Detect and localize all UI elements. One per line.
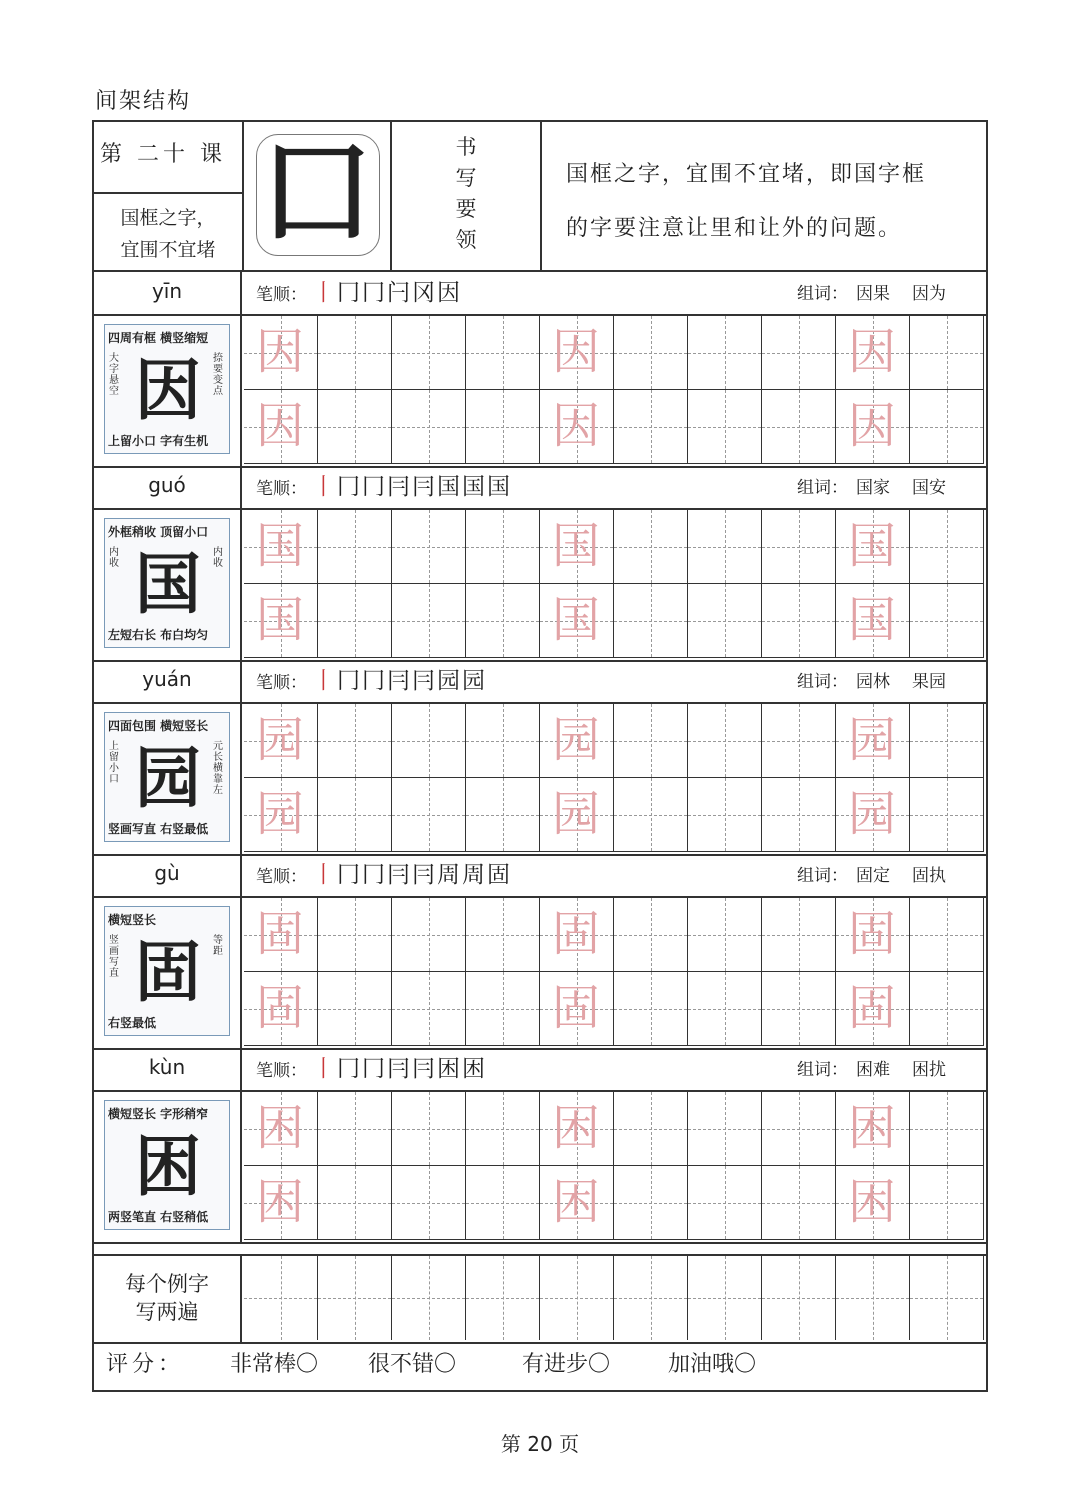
writing-cell[interactable] (762, 972, 836, 1046)
stroke-step: 冂 (362, 280, 385, 306)
writing-cell[interactable] (762, 316, 836, 390)
stroke-step: 困 (462, 1056, 485, 1082)
stroke-order-label: 笔顺： (256, 1061, 307, 1081)
trace-character: 固 (551, 980, 600, 1036)
trace-character: 园 (551, 786, 600, 842)
trace-character: 因 (847, 398, 896, 454)
writing-cell[interactable] (910, 510, 984, 584)
stroke-step: 冂 (337, 474, 360, 500)
writing-cell[interactable] (244, 1166, 318, 1240)
tip-top: 横短竖长 (108, 913, 157, 927)
trace-character: 国 (847, 592, 896, 648)
tip-top: 横短竖长 字形稍窄 (108, 1107, 209, 1121)
writing-cell[interactable] (392, 390, 466, 464)
tip-bottom: 两竖笔直 右竖稍低 (108, 1210, 209, 1224)
pinyin: kùn (94, 1048, 242, 1090)
writing-cell[interactable] (688, 584, 762, 658)
writing-cell[interactable] (540, 898, 614, 972)
writing-cell[interactable] (392, 584, 466, 658)
stroke-step: 冃 (387, 474, 410, 500)
writing-cell[interactable] (688, 1092, 762, 1166)
writing-cell[interactable] (688, 1256, 762, 1340)
writing-cell[interactable] (392, 778, 466, 852)
extra-practice-row (94, 1254, 986, 1344)
writing-cell[interactable] (614, 1166, 688, 1240)
lesson-motto (94, 196, 242, 270)
stroke-step: 冂 (362, 474, 385, 500)
requirement-char: 领 (455, 228, 477, 252)
writing-cell[interactable] (762, 390, 836, 464)
tip-left-note: 上留小口 (109, 741, 119, 785)
writing-cell[interactable] (392, 510, 466, 584)
stroke-order (256, 466, 511, 508)
motto-line: 宜围不宜堵 (120, 239, 216, 261)
writing-cell[interactable] (910, 778, 984, 852)
writing-cell[interactable] (466, 390, 540, 464)
stroke-step: 园 (437, 668, 460, 694)
writing-cell[interactable] (392, 704, 466, 778)
writing-cell[interactable] (836, 316, 910, 390)
word-example: 困扰 (912, 1060, 946, 1080)
writing-cell[interactable] (392, 1166, 466, 1240)
word-example: 因为 (912, 284, 946, 304)
writing-cell[interactable] (466, 510, 540, 584)
model-character: 园 (135, 739, 201, 817)
writing-cell[interactable] (318, 1166, 392, 1240)
trace-character: 困 (255, 1174, 304, 1230)
writing-cell[interactable] (318, 778, 392, 852)
writing-cell[interactable] (244, 584, 318, 658)
stroke-order-label: 笔顺： (256, 479, 307, 499)
trace-character: 固 (847, 906, 896, 962)
trace-character: 固 (255, 980, 304, 1036)
writing-grid (244, 510, 986, 660)
practice-label-line: 每个例字 (125, 1272, 209, 1296)
writing-cell[interactable] (540, 778, 614, 852)
tip-bottom: 竖画写直 右竖最低 (108, 822, 209, 836)
stroke-step: 丨 (312, 1056, 335, 1082)
writing-cell[interactable] (614, 316, 688, 390)
stroke-step: 冂 (337, 668, 360, 694)
writing-grid (244, 898, 986, 1048)
writing-cell[interactable] (688, 390, 762, 464)
writing-cell[interactable] (910, 390, 984, 464)
model-character: 国 (135, 545, 201, 623)
writing-cell[interactable] (762, 898, 836, 972)
trace-character: 园 (255, 712, 304, 768)
writing-cell[interactable] (910, 316, 984, 390)
writing-cell[interactable] (392, 1256, 466, 1340)
writing-cell[interactable] (318, 1092, 392, 1166)
extra-writing-grid (244, 1256, 986, 1342)
writing-cell[interactable] (614, 704, 688, 778)
stroke-step: 国 (462, 474, 485, 500)
stroke-step: 冃 (387, 862, 410, 888)
writing-cell[interactable] (392, 898, 466, 972)
writing-cell[interactable] (466, 778, 540, 852)
writing-cell[interactable] (244, 704, 318, 778)
trace-character: 困 (551, 1174, 600, 1230)
writing-cell[interactable] (688, 778, 762, 852)
writing-cell[interactable] (910, 972, 984, 1046)
model-character: 固 (135, 933, 201, 1011)
lesson-header (94, 122, 986, 272)
stroke-step: 冃 (412, 862, 435, 888)
pinyin: yīn (94, 272, 242, 314)
stroke-step: 丨 (312, 474, 335, 500)
character-block (94, 660, 986, 856)
tip-left-note: 竖画写直 (109, 935, 119, 979)
writing-cell[interactable] (836, 1092, 910, 1166)
writing-cell[interactable] (540, 1166, 614, 1240)
character-block (94, 854, 986, 1050)
stroke-step: 周 (437, 862, 460, 888)
writing-cell[interactable] (836, 510, 910, 584)
writing-cell[interactable] (836, 1256, 910, 1340)
writing-cell[interactable] (688, 972, 762, 1046)
writing-cell[interactable] (540, 972, 614, 1046)
writing-cell[interactable] (244, 390, 318, 464)
writing-cell[interactable] (614, 390, 688, 464)
writing-grid (244, 704, 986, 854)
writing-cell[interactable] (244, 898, 318, 972)
stroke-step: 冃 (387, 668, 410, 694)
writing-cell[interactable] (688, 704, 762, 778)
character-block (94, 466, 986, 662)
word-example: 因果 (856, 284, 890, 304)
writing-cell[interactable] (836, 972, 910, 1046)
word-examples (797, 272, 946, 314)
writing-cell[interactable] (540, 510, 614, 584)
writing-cell[interactable] (614, 1092, 688, 1166)
stroke-step: 园 (462, 668, 485, 694)
writing-cell[interactable] (910, 1166, 984, 1240)
trace-character: 园 (551, 712, 600, 768)
words-label: 组词： (797, 478, 848, 498)
trace-character: 困 (847, 1100, 896, 1156)
tip-bottom: 上留小口 字有生机 (108, 434, 209, 448)
tip-left-note: 大字悬空 (109, 353, 119, 397)
stroke-order (256, 272, 461, 314)
writing-cell[interactable] (318, 972, 392, 1046)
stroke-step: 冃 (387, 1056, 410, 1082)
trace-character: 固 (255, 906, 304, 962)
tip-top: 外框稍收 顶留小口 (108, 525, 209, 539)
writing-cell[interactable] (762, 778, 836, 852)
motto-line: 国框之字， (120, 207, 216, 229)
requirement-text (542, 122, 986, 270)
trace-character: 国 (551, 518, 600, 574)
writing-cell[interactable] (244, 1256, 318, 1340)
writing-cell[interactable] (540, 390, 614, 464)
requirement-label (392, 122, 542, 270)
writing-cell[interactable] (392, 1092, 466, 1166)
writing-cell[interactable] (244, 316, 318, 390)
writing-grid (244, 1092, 986, 1242)
requirement-line: 的字要注意让里和让外的问题。 (566, 216, 903, 241)
stroke-order-label: 笔顺： (256, 867, 307, 887)
words-label: 组词： (797, 866, 848, 886)
writing-cell[interactable] (244, 1092, 318, 1166)
writing-cell[interactable] (466, 898, 540, 972)
score-label: 评分： (106, 1352, 185, 1377)
stroke-step: 冂 (362, 668, 385, 694)
tip-top: 四周有框 横竖缩短 (108, 331, 209, 345)
writing-cell[interactable] (910, 704, 984, 778)
trace-character: 困 (255, 1100, 304, 1156)
word-example: 固定 (856, 866, 890, 886)
stroke-step: 冂 (337, 1056, 360, 1082)
stroke-order (256, 660, 486, 702)
trace-character: 因 (551, 324, 600, 380)
writing-cell[interactable] (910, 898, 984, 972)
writing-cell[interactable] (318, 316, 392, 390)
tip-right-note: 捺要变点 (213, 353, 223, 397)
pinyin: gù (94, 854, 242, 896)
pinyin: guó (94, 466, 242, 508)
character-block (94, 272, 986, 468)
model-character: 因 (135, 351, 201, 429)
tip-bottom: 右竖最低 (108, 1016, 157, 1030)
writing-cell[interactable] (762, 1166, 836, 1240)
writing-cell[interactable] (836, 390, 910, 464)
writing-cell[interactable] (910, 1092, 984, 1166)
writing-cell[interactable] (910, 1256, 984, 1340)
word-examples (797, 466, 946, 508)
character-tip-card (94, 704, 242, 854)
section-title: 间架结构 (95, 89, 192, 114)
stroke-step: 冃 (412, 668, 435, 694)
writing-cell[interactable] (614, 778, 688, 852)
trace-character: 因 (255, 324, 304, 380)
model-character: 困 (135, 1127, 201, 1205)
stroke-step: 冂 (362, 862, 385, 888)
stroke-order (256, 854, 511, 896)
trace-character: 国 (255, 592, 304, 648)
writing-cell[interactable] (762, 704, 836, 778)
writing-cell[interactable] (614, 584, 688, 658)
stroke-order-label: 笔顺： (256, 285, 307, 305)
trace-character: 园 (847, 712, 896, 768)
writing-cell[interactable] (318, 584, 392, 658)
writing-cell[interactable] (836, 1166, 910, 1240)
stroke-step: 困 (437, 1056, 460, 1082)
tip-right-note: 内收 (213, 547, 223, 569)
writing-cell[interactable] (540, 316, 614, 390)
word-examples (797, 1048, 946, 1090)
writing-cell[interactable] (614, 972, 688, 1046)
stroke-step: 冈 (412, 280, 435, 306)
writing-cell[interactable] (688, 510, 762, 584)
writing-cell[interactable] (466, 316, 540, 390)
trace-character: 因 (551, 398, 600, 454)
tip-left-note: 内收 (109, 547, 119, 569)
writing-cell[interactable] (540, 704, 614, 778)
writing-cell[interactable] (688, 1166, 762, 1240)
writing-cell[interactable] (466, 1166, 540, 1240)
radical-box (242, 122, 392, 270)
tip-right-note: 元长横靠左 (213, 741, 223, 796)
word-examples (797, 854, 946, 896)
words-label: 组词： (797, 284, 848, 304)
stroke-step: 冂 (362, 1056, 385, 1082)
stroke-step: 冃 (412, 474, 435, 500)
character-tip-card (94, 898, 242, 1048)
trace-character: 国 (551, 592, 600, 648)
writing-cell[interactable] (392, 316, 466, 390)
practice-label (94, 1256, 242, 1342)
stroke-order-label: 笔顺： (256, 673, 307, 693)
writing-cell[interactable] (318, 898, 392, 972)
trace-character: 国 (847, 518, 896, 574)
stroke-step: 因 (437, 280, 460, 306)
writing-cell[interactable] (318, 510, 392, 584)
writing-cell[interactable] (466, 1256, 540, 1340)
trace-character: 园 (847, 786, 896, 842)
radical-char: 囗 (264, 131, 369, 254)
stroke-step: 冂 (337, 862, 360, 888)
requirement-char: 写 (455, 166, 477, 190)
character-tip-card (94, 1092, 242, 1242)
trace-character: 因 (847, 324, 896, 380)
character-tip-card (94, 316, 242, 466)
stroke-order-row (94, 854, 986, 898)
writing-grid (244, 316, 986, 466)
pinyin: yuán (94, 660, 242, 702)
stroke-order-row (94, 272, 986, 316)
words-label: 组词： (797, 672, 848, 692)
trace-character: 园 (255, 786, 304, 842)
trace-character: 因 (255, 398, 304, 454)
stroke-step: 国 (437, 474, 460, 500)
trace-character: 国 (255, 518, 304, 574)
word-example: 果园 (912, 672, 946, 692)
writing-cell[interactable] (540, 584, 614, 658)
stroke-step: 丨 (312, 862, 335, 888)
requirement-char: 要 (455, 197, 477, 221)
score-row (94, 1340, 986, 1390)
character-block (94, 1048, 986, 1244)
word-example: 固执 (912, 866, 946, 886)
lesson-number: 第 二十 课 (94, 122, 242, 194)
writing-cell[interactable] (540, 1092, 614, 1166)
word-example: 园林 (856, 672, 890, 692)
writing-cell[interactable] (910, 584, 984, 658)
score-option-excellent[interactable]: 非常棒〇 (230, 1352, 319, 1377)
requirement-line: 国框之字，宜围不宜堵，即国字框 (566, 162, 927, 187)
tip-top: 四面包围 横短竖长 (108, 719, 209, 733)
writing-cell[interactable] (836, 704, 910, 778)
words-label: 组词： (797, 1060, 848, 1080)
writing-cell[interactable] (318, 1256, 392, 1340)
character-tip-card (94, 510, 242, 660)
word-example: 困难 (856, 1060, 890, 1080)
writing-cell[interactable] (762, 1092, 836, 1166)
writing-cell[interactable] (614, 898, 688, 972)
writing-cell[interactable] (466, 972, 540, 1046)
stroke-step: 周 (462, 862, 485, 888)
stroke-step: 冂 (337, 280, 360, 306)
writing-cell[interactable] (244, 510, 318, 584)
page-number: 第 20 页 (500, 1432, 580, 1456)
trace-character: 困 (551, 1100, 600, 1156)
writing-cell[interactable] (836, 584, 910, 658)
stroke-order-row (94, 660, 986, 704)
trace-character: 固 (551, 906, 600, 962)
stroke-step: 丨 (312, 668, 335, 694)
writing-cell[interactable] (318, 704, 392, 778)
writing-cell[interactable] (836, 898, 910, 972)
stroke-step: 国 (487, 474, 510, 500)
score-option-very-good[interactable]: 很不错〇 (368, 1352, 457, 1377)
stroke-order-row (94, 466, 986, 510)
stroke-step: 冃 (412, 1056, 435, 1082)
writing-cell[interactable] (466, 584, 540, 658)
writing-cell[interactable] (244, 972, 318, 1046)
writing-cell[interactable] (540, 1256, 614, 1340)
practice-label-line: 写两遍 (135, 1300, 199, 1324)
stroke-order-row (94, 1048, 986, 1092)
word-example: 国家 (856, 478, 890, 498)
stroke-step: 丨 (312, 280, 335, 306)
trace-character: 固 (847, 980, 896, 1036)
requirement-char: 书 (455, 135, 477, 159)
writing-cell[interactable] (688, 898, 762, 972)
writing-cell[interactable] (392, 972, 466, 1046)
writing-cell[interactable] (318, 390, 392, 464)
writing-cell[interactable] (688, 316, 762, 390)
tip-right-note: 等距 (213, 935, 223, 957)
score-option-keep-going[interactable]: 加油哦〇 (668, 1352, 757, 1377)
tip-bottom: 左短右长 布白均匀 (108, 628, 209, 642)
writing-cell[interactable] (762, 1256, 836, 1340)
writing-cell[interactable] (762, 510, 836, 584)
word-examples (797, 660, 946, 702)
writing-cell[interactable] (614, 510, 688, 584)
writing-cell[interactable] (614, 1256, 688, 1340)
score-option-improving[interactable]: 有进步〇 (522, 1352, 611, 1377)
stroke-step: 闩 (387, 280, 410, 306)
practice-sheet (92, 120, 988, 1392)
stroke-step: 固 (487, 862, 510, 888)
writing-cell[interactable] (762, 584, 836, 658)
writing-cell[interactable] (836, 778, 910, 852)
writing-cell[interactable] (466, 1092, 540, 1166)
word-example: 国安 (912, 478, 946, 498)
writing-cell[interactable] (466, 704, 540, 778)
trace-character: 困 (847, 1174, 896, 1230)
writing-cell[interactable] (244, 778, 318, 852)
stroke-order (256, 1048, 486, 1090)
